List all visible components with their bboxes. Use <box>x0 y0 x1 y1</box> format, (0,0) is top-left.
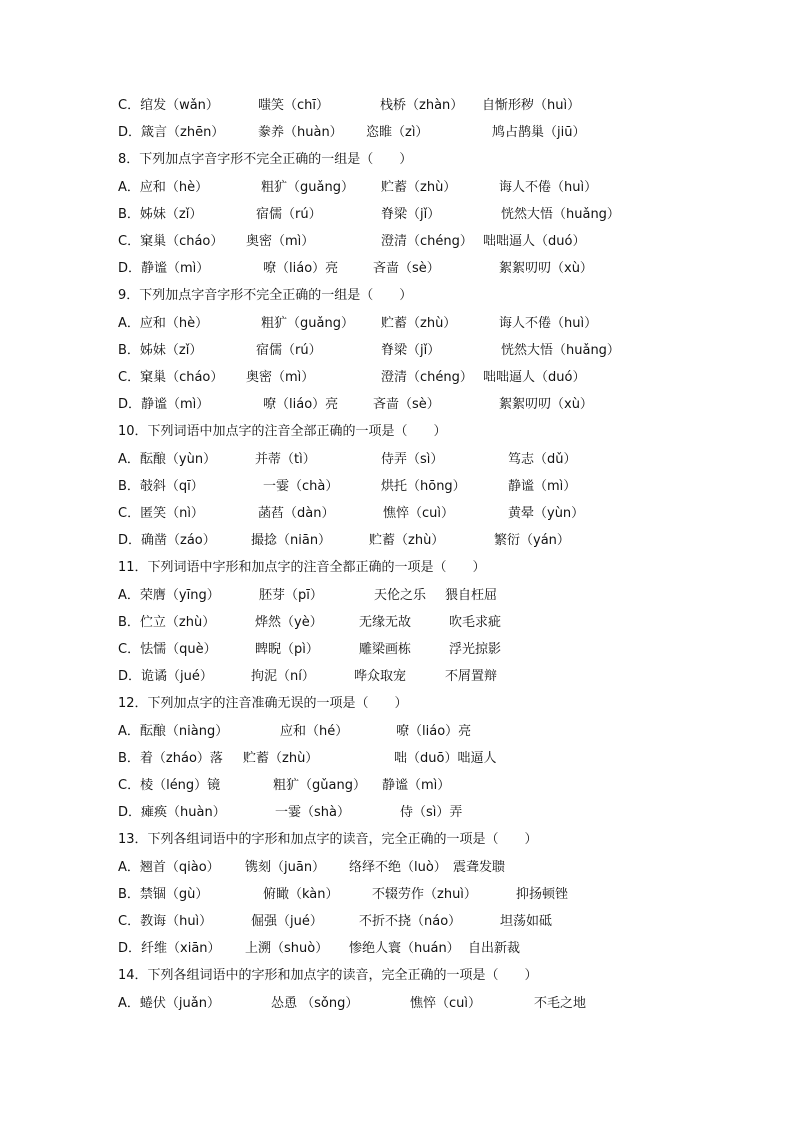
option-word: 静谧（mì） <box>382 778 451 793</box>
option-word: 侍（sì）弄 <box>400 805 463 821</box>
option-word: 咄咄逼人（duó） <box>483 234 586 249</box>
option-word: 黄晕（yùn） <box>508 506 585 521</box>
option-word: 嘹（liáo）亮 <box>263 261 339 277</box>
option-word: 浮光掠影 <box>449 642 502 657</box>
option-word: 贮蓄（zhù） <box>369 533 445 549</box>
option-word: 澄清（chéng） <box>381 370 473 385</box>
option-word: 自出新裁 <box>468 941 521 957</box>
option-word: 雕梁画栋 <box>359 642 412 657</box>
option-label-word: A．应和（hè） <box>118 179 209 195</box>
option-label-word: A．酝酿（niàng） <box>118 723 229 739</box>
option-word: 脊梁（jǐ） <box>381 342 441 358</box>
option-word: 嘹（liáo）亮 <box>396 723 472 739</box>
option-word: 澄清（chéng） <box>381 234 473 249</box>
option-label-word: A．翘首（qiào） <box>118 859 220 875</box>
option-word: 憔悴（cuì） <box>383 506 454 521</box>
option-word: 贮蓄（zhù） <box>243 750 319 766</box>
option-label-word: D．静谧（mì） <box>118 261 210 277</box>
option-label-word: A．酝酿（yùn） <box>118 451 217 467</box>
option-word: 拘泥（ní） <box>251 669 315 685</box>
option-word: 不辍劳作（zhuì） <box>372 886 477 902</box>
option-word: 络绎不绝（luò） <box>349 859 447 875</box>
option-word: 贮蓄（zhù） <box>381 315 457 331</box>
option-label-word: A．蜷伏（juǎn） <box>118 995 220 1011</box>
option-label-word: C．棱（léng）镜 <box>118 778 221 793</box>
option-label-word: B．伫立（zhù） <box>118 614 216 630</box>
option-word: 菡萏（dàn） <box>258 506 335 521</box>
option-word: 恣睢（zì） <box>366 125 429 141</box>
option-word: 怂恿 （sǒng） <box>271 995 359 1011</box>
option-word: 应和（hé） <box>280 723 349 739</box>
question-text: 14．下列各组词语中的字形和加点字的读音，完全正确的一项是（ ） <box>118 968 538 984</box>
option-word: 坦荡如砥 <box>500 914 553 929</box>
option-word: 胚芽（pī） <box>259 587 323 603</box>
option-word: 憔悴（cuì） <box>410 995 481 1011</box>
option-word: 不屑置辩 <box>445 669 498 685</box>
option-word: 倔强（jué） <box>251 914 323 929</box>
option-word: 抑扬顿锉 <box>516 886 569 902</box>
question-text: 9．下列加点字音字形不完全正确的一组是（ ） <box>118 288 413 304</box>
option-word: 宿儒（rú） <box>256 342 322 358</box>
option-label-word: A．应和（hè） <box>118 315 209 331</box>
option-label-word: B．着（zháo）落 <box>118 750 223 766</box>
option-word: 诲人不倦（huì） <box>499 315 598 331</box>
option-label-word: D．箴言（zhēn） <box>118 125 225 141</box>
option-word: 贮蓄（zhù） <box>381 179 457 195</box>
option-word: 脊梁（jǐ） <box>381 206 441 222</box>
option-word: 一霎（chà） <box>263 478 339 494</box>
option-word: 诲人不倦（huì） <box>499 179 598 195</box>
option-word: 不折不挠（náo） <box>359 914 462 929</box>
option-word: 恍然大悟（huǎng） <box>501 342 620 358</box>
option-word: 撮捻（niān） <box>251 533 332 549</box>
option-word: 并蒂（tì） <box>255 451 316 467</box>
option-label-word: B．姊妹（zǐ） <box>118 342 203 358</box>
option-word: 自惭形秽（huì） <box>482 98 581 113</box>
option-word: 震聋发聩 <box>453 859 506 875</box>
option-label-word: B．姊妹（zǐ） <box>118 206 203 222</box>
option-word: 粗犷（guǎng） <box>261 315 354 331</box>
option-word: 奥密（mì） <box>246 370 315 385</box>
option-word: 猥自枉屈 <box>445 587 498 603</box>
question-text: 8．下列加点字音字形不完全正确的一组是（ ） <box>118 152 413 168</box>
option-word: 豢养（huàn） <box>258 125 343 141</box>
option-label-word: C．匿笑（nì） <box>118 506 204 521</box>
option-word: 咄（duō）咄逼人 <box>394 750 497 766</box>
option-label-word: C．怯懦（què） <box>118 642 217 657</box>
option-label-word: D．诡谲（jué） <box>118 669 213 685</box>
question-text: 11．下列词语中字形和加点字的注音全都正确的一项是（ ） <box>118 560 486 576</box>
option-word: 粗犷（gǔang） <box>273 778 366 793</box>
option-word: 嗤笑（chī） <box>258 98 329 113</box>
option-label-word: A．荣膺（yīng） <box>118 587 220 603</box>
option-word: 栈桥（zhàn） <box>380 98 464 113</box>
option-word: 繁衍（yán） <box>494 533 570 549</box>
option-word: 烘托（hōng） <box>381 478 466 494</box>
option-word: 惨绝人寰（huán） <box>349 941 460 957</box>
option-word: 嘹（liáo）亮 <box>263 397 339 413</box>
option-word: 吝啬（sè） <box>373 261 440 277</box>
option-word: 镌刻（juān） <box>245 859 326 875</box>
option-word: 烨然（yè） <box>255 614 323 630</box>
option-word: 絮絮叨叨（xù） <box>499 261 593 277</box>
question-text: 10．下列词语中加点字的注音全部正确的一项是（ ） <box>118 424 447 440</box>
option-label-word: D．瘫痪（huàn） <box>118 805 226 821</box>
option-word: 哗众取宠 <box>354 669 407 685</box>
option-label-word: B．禁锢（gù） <box>118 886 209 902</box>
option-label-word: D．纤维（xiān） <box>118 941 221 957</box>
option-word: 天伦之乐 <box>374 587 427 603</box>
option-word: 一霎（shà） <box>275 805 350 821</box>
option-word: 奥密（mì） <box>246 234 315 249</box>
option-word: 宿儒（rú） <box>256 206 322 222</box>
option-word: 侍弄（sì） <box>381 451 444 467</box>
option-word: 咄咄逼人（duó） <box>483 370 586 385</box>
option-word: 粗犷（guǎng） <box>261 179 354 195</box>
option-label-word: C．窠巢（cháo） <box>118 370 224 385</box>
option-word: 吝啬（sè） <box>373 397 440 413</box>
option-label-word: C．窠巢（cháo） <box>118 234 224 249</box>
option-word: 恍然大悟（huǎng） <box>501 206 620 222</box>
option-word: 笃志（dǔ） <box>508 451 577 467</box>
option-label-word: C．教诲（huì） <box>118 914 213 929</box>
question-text: 13．下列各组词语中的字形和加点字的读音，完全正确的一项是（ ） <box>118 832 538 848</box>
option-label-word: C．绾发（wǎn） <box>118 98 219 113</box>
option-label-word: D．确凿（záo） <box>118 533 216 549</box>
option-word: 静谧（mì） <box>508 478 577 494</box>
option-word: 吹毛求疵 <box>449 614 502 630</box>
question-text: 12．下列加点字的注音准确无误的一项是（ ） <box>118 696 408 712</box>
option-word: 絮絮叨叨（xù） <box>499 397 593 413</box>
option-word: 鸠占鹊巢（jiū） <box>492 125 586 141</box>
option-word: 不毛之地 <box>534 995 587 1011</box>
option-label-word: B．攲斜（qī） <box>118 478 204 494</box>
option-word: 俯瞰（kàn） <box>263 886 339 902</box>
option-word: 睥睨（pì） <box>255 642 319 657</box>
option-word: 上溯（shuò） <box>245 941 329 957</box>
option-label-word: D．静谧（mì） <box>118 397 210 413</box>
option-word: 无缘无故 <box>359 614 412 630</box>
